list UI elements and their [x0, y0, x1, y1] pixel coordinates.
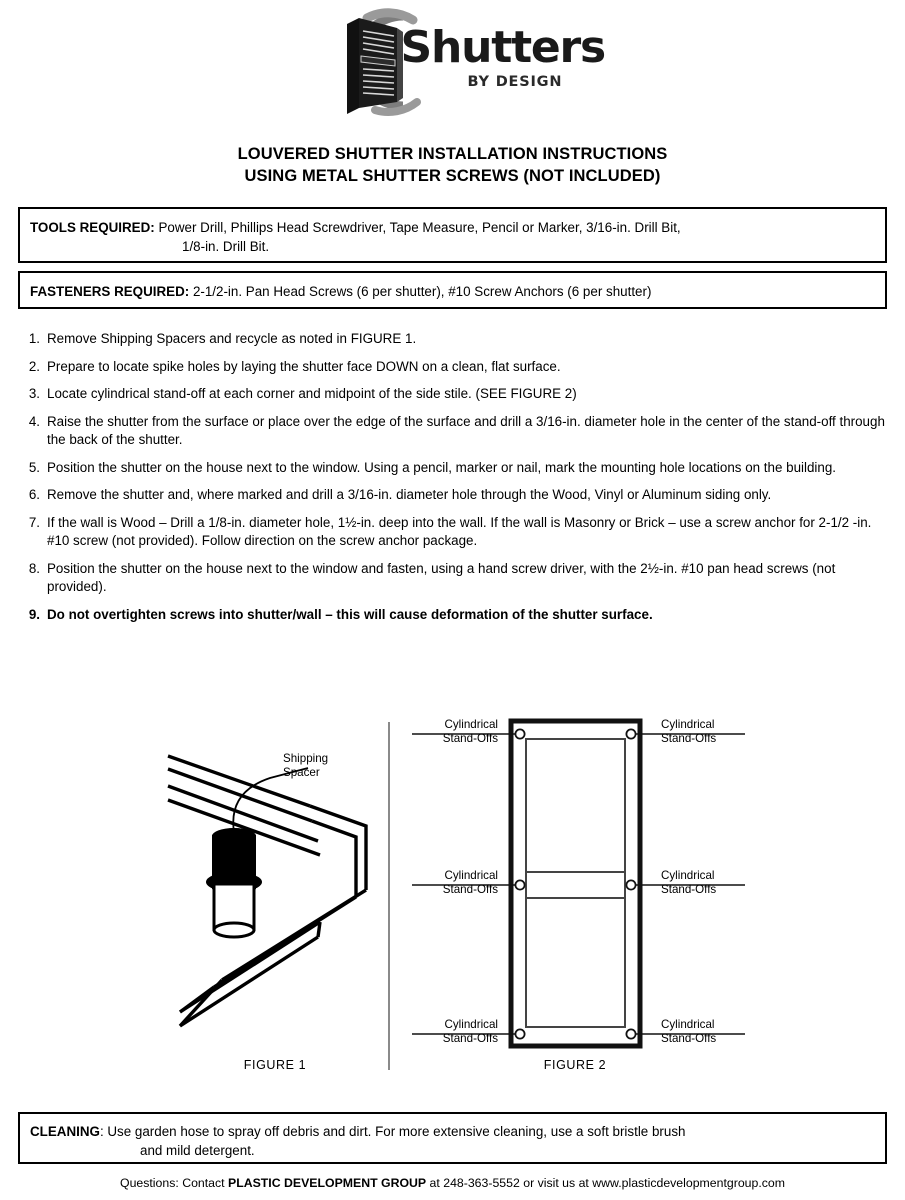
- figure-2-caption: FIGURE 2: [543, 1058, 607, 1072]
- shipping-spacer-part: [206, 828, 262, 937]
- instruction-step: [18, 358, 890, 377]
- instruction-step-text: Remove the shutter and, where marked and drill a 3/16-in. diameter hole through the Wood, Vinyl or Aluminum siding only.: [47, 487, 772, 502]
- standoff-label-middle-left: [408, 869, 498, 897]
- instruction-step: [18, 560, 890, 597]
- standoff-label-top-left-line-1: Cylindrical: [444, 718, 498, 731]
- standoff-hole-bottom-left: [515, 1029, 524, 1038]
- figure-1-caption: FIGURE 1: [243, 1058, 307, 1072]
- figure-1-callout-line-1: Shipping: [283, 752, 329, 765]
- footer-contact: [0, 1176, 905, 1190]
- standoff-label-middle-right: [661, 869, 716, 897]
- tools-required-continuation: 1/8-in. Drill Bit.: [182, 239, 270, 254]
- standoff-label-middle-left-line-2: Stand-Offs: [442, 883, 498, 896]
- standoff-hole-top-left: [515, 729, 524, 738]
- instruction-step: [18, 459, 890, 478]
- instruction-step-text: Do not overtighten screws into shutter/wall – this will cause deformation of the shutter surface.: [47, 606, 653, 622]
- instruction-step-text: Position the shutter on the house next to the window. Using a pencil, marker or nail, mark the mounting hole locations on the building.: [47, 459, 837, 475]
- fasteners-required-label: FASTENERS REQUIRED:: [30, 284, 190, 299]
- standoff-hole-middle-right: [626, 880, 635, 889]
- standoff-hole-top-right: [626, 729, 635, 738]
- instruction-step-text: If the wall is Wood – Drill a 1/8-in. diameter hole, 1½-in. deep into the wall. If the wall is Masonry or Brick – use a screw anchor for 2-1/2 -in. #10 screw (not provided). Follow direction on the screw anchor package.: [47, 514, 872, 548]
- standoff-label-bottom-right: [661, 1018, 716, 1046]
- instruction-step-number: 2.: [28, 358, 40, 374]
- instruction-step-number: 5.: [28, 459, 40, 475]
- standoff-label-top-right-line-2: Stand-Offs: [661, 732, 717, 745]
- footer-mid-text: at 248-363-5552 or visit us at: [426, 1176, 593, 1190]
- standoff-hole-middle-left: [515, 880, 524, 889]
- standoff-label-top-right-line-1: Cylindrical: [661, 718, 715, 731]
- figures-divider: [388, 722, 390, 1070]
- logo-tagline: BY DESIGN: [467, 74, 563, 90]
- standoff-label-top-left-line-2: Stand-Offs: [442, 732, 498, 745]
- cleaning-label: CLEANING: [30, 1124, 100, 1139]
- fasteners-required-value: 2-1/2-in. Pan Head Screws (6 per shutter), #10 Screw Anchors (6 per shutter): [189, 284, 652, 299]
- tools-required-text: [30, 218, 875, 256]
- instruction-step-text: Prepare to locate spike holes by laying the shutter face DOWN on a clean, flat surface.: [47, 358, 561, 374]
- standoff-label-middle-left-line-1: Cylindrical: [444, 869, 498, 882]
- tools-required-label: TOOLS REQUIRED:: [30, 220, 155, 235]
- instruction-step-text: Raise the shutter from the surface or place over the edge of the surface and drill a 3/16-in. diameter hole in the center of the stand-off through the back of the shutter.: [47, 413, 885, 447]
- standoff-label-bottom-right-line-2: Stand-Offs: [661, 1032, 717, 1045]
- standoff-label-middle-right-line-2: Stand-Offs: [661, 883, 717, 896]
- instruction-step-text: Remove Shipping Spacers and recycle as noted in FIGURE 1.: [47, 331, 417, 346]
- standoff-label-bottom-left: [408, 1018, 498, 1046]
- instruction-step-number: 9.: [28, 606, 40, 622]
- standoff-hole-bottom-right: [626, 1029, 635, 1038]
- instruction-step: [18, 486, 890, 505]
- page-title: [0, 143, 905, 187]
- instruction-step-text: Position the shutter on the house next to the window and fasten, using a hand screw driver, with the 2½-in. #10 pan head screws (not provided).: [47, 560, 836, 594]
- instruction-step-number: 7.: [28, 514, 40, 530]
- cleaning-text: [30, 1122, 875, 1160]
- instruction-step-number: 4.: [28, 413, 40, 429]
- title-line-1: LOUVERED SHUTTER INSTALLATION INSTRUCTIONS: [237, 145, 668, 163]
- cleaning-value: : Use garden hose to spray off debris and dirt. For more extensive cleaning, use a soft bristle brush: [99, 1124, 686, 1139]
- instruction-step-number: 1.: [28, 331, 40, 346]
- instruction-step-number: 3.: [28, 386, 40, 401]
- fasteners-required-text: [30, 282, 875, 301]
- footer-company-name: PLASTIC DEVELOPMENT GROUP: [228, 1176, 427, 1190]
- tools-required-value: Power Drill, Phillips Head Screwdriver, Tape Measure, Pencil or Marker, 3/16-in. Drill Bit,: [154, 220, 681, 235]
- footer-website[interactable]: www.plasticdevelopmentgroup.com: [592, 1176, 785, 1190]
- brand-logo: [0, 6, 905, 124]
- standoff-label-bottom-left-line-2: Stand-Offs: [442, 1032, 498, 1045]
- figure-1-illustration: [160, 722, 380, 1062]
- figure-1-callout-label: [283, 752, 328, 780]
- standoff-label-middle-right-line-1: Cylindrical: [661, 869, 715, 882]
- fasteners-required-box: [18, 271, 887, 309]
- instruction-step-number: 6.: [28, 487, 40, 502]
- standoff-label-bottom-right-line-1: Cylindrical: [661, 1018, 715, 1031]
- instruction-step: [18, 385, 890, 404]
- instruction-step: [18, 606, 890, 625]
- standoff-label-top-right: [661, 718, 716, 746]
- logo-wordmark: Shutters: [400, 22, 606, 73]
- instruction-step: [18, 514, 890, 551]
- cleaning-continuation: and mild detergent.: [140, 1143, 255, 1158]
- instruction-steps-list: [18, 330, 890, 633]
- instruction-step: [18, 330, 890, 349]
- figures-section: [0, 712, 905, 1082]
- title-line-2: USING METAL SHUTTER SCREWS (NOT INCLUDED): [244, 167, 661, 185]
- standoff-label-bottom-left-line-1: Cylindrical: [444, 1018, 498, 1031]
- cleaning-instructions-box: [18, 1112, 887, 1164]
- tools-required-box: [18, 207, 887, 263]
- instruction-step-number: 8.: [28, 560, 40, 576]
- standoff-label-top-left: [408, 718, 498, 746]
- instruction-step: [18, 413, 890, 450]
- instruction-step-text: Locate cylindrical stand-off at each corner and midpoint of the side stile. (SEE FIGURE 2): [47, 386, 577, 401]
- footer-pre-text: Questions: Contact: [120, 1176, 228, 1190]
- figure-1-callout-line-2: Spacer: [283, 766, 320, 779]
